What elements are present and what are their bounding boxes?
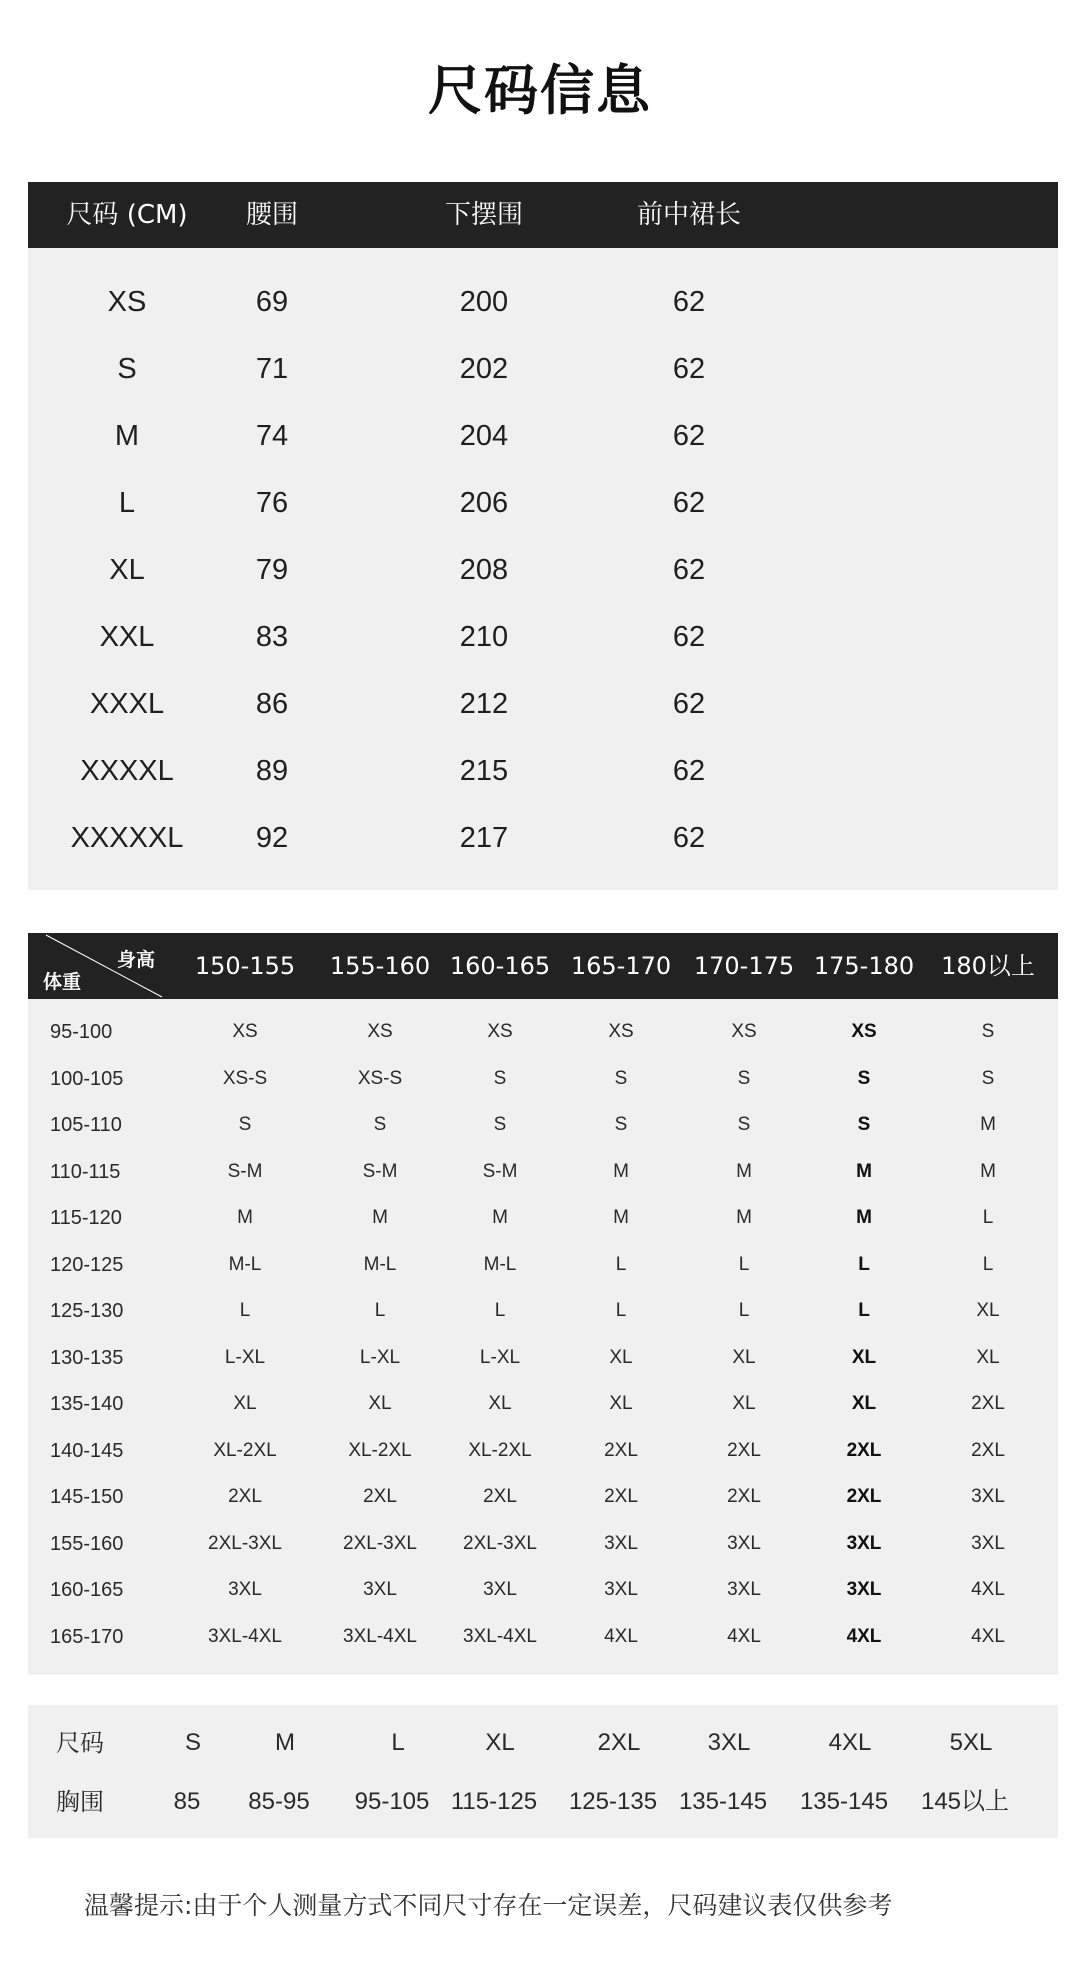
size-cell: 3XL bbox=[727, 1579, 761, 1600]
size-cell: 3XL bbox=[971, 1532, 1005, 1554]
table-row bbox=[28, 1567, 1058, 1614]
table-cell: 206 bbox=[459, 487, 509, 519]
table-row bbox=[28, 1242, 1058, 1289]
table-cell: XXXXL bbox=[80, 755, 174, 787]
size-cell: XS bbox=[851, 1021, 877, 1042]
table-cell: XS bbox=[107, 286, 147, 318]
height-range-header: 170-175 bbox=[693, 952, 795, 980]
size-cell: 4XL bbox=[846, 1625, 882, 1647]
size-cell: XS bbox=[608, 1021, 634, 1042]
weight-range-cell: 160-165 bbox=[50, 1579, 124, 1601]
weight-range-cell: 125-130 bbox=[50, 1300, 124, 1322]
size-cell: M bbox=[856, 1207, 872, 1228]
weight-range-cell: 100-105 bbox=[50, 1067, 124, 1090]
table-cell: M bbox=[114, 420, 140, 452]
table-cell: 62 bbox=[672, 487, 706, 519]
table-cell: 83 bbox=[255, 621, 289, 653]
size-cell: M bbox=[736, 1160, 752, 1182]
size-cell: 4XL bbox=[828, 1729, 872, 1756]
column-header: 腰围 bbox=[245, 200, 299, 230]
size-cell: 3XL bbox=[604, 1579, 638, 1600]
size-cell: S bbox=[981, 1021, 995, 1042]
table-row bbox=[28, 470, 1058, 537]
page-title: 尺码信息 bbox=[428, 59, 652, 122]
size-cell: XS-S bbox=[222, 1067, 268, 1089]
size-cell: 5XL bbox=[949, 1729, 993, 1756]
size-cell: 3XL bbox=[604, 1532, 638, 1554]
size-cell: XL bbox=[976, 1300, 1000, 1321]
size-cell: L bbox=[858, 1253, 870, 1275]
table-cell: 62 bbox=[672, 353, 706, 385]
size-cell: M bbox=[613, 1207, 629, 1228]
table-cell: 202 bbox=[459, 353, 509, 385]
size-cell: M bbox=[980, 1114, 996, 1135]
size-cell: S bbox=[737, 1067, 751, 1089]
size-cell: M bbox=[492, 1207, 508, 1228]
table-cell: 62 bbox=[672, 688, 706, 720]
size-row-label: 尺码 bbox=[56, 1729, 104, 1757]
size-cell: 3XL-4XL bbox=[343, 1625, 417, 1647]
size-cell: 2XL bbox=[604, 1439, 638, 1461]
chest-cell: 85-95 bbox=[248, 1788, 310, 1815]
size-cell: 4XL bbox=[971, 1625, 1005, 1647]
weight-range-cell: 115-120 bbox=[50, 1207, 122, 1229]
weight-range-cell: 145-150 bbox=[50, 1486, 124, 1508]
size-cell: 3XL bbox=[228, 1579, 262, 1600]
table-cell: 212 bbox=[459, 688, 509, 720]
size-cell: M bbox=[237, 1207, 253, 1228]
table-cell: L bbox=[118, 487, 136, 519]
table-cell: 217 bbox=[459, 822, 509, 854]
size-cell: 2XL bbox=[971, 1439, 1005, 1461]
size-cell: M-L bbox=[483, 1253, 517, 1275]
table-row bbox=[28, 537, 1058, 604]
size-cell: 3XL bbox=[483, 1579, 517, 1600]
size-cell: S bbox=[238, 1114, 252, 1135]
table-cell: XXXL bbox=[89, 688, 165, 720]
table-cell: 200 bbox=[459, 286, 509, 318]
size-cell: 2XL bbox=[604, 1486, 638, 1507]
column-header: 尺码 (CM) bbox=[66, 200, 188, 230]
size-cell: XL bbox=[485, 1729, 515, 1756]
size-cell: 3XL bbox=[846, 1532, 882, 1554]
weight-range-cell: 135-140 bbox=[50, 1393, 124, 1415]
size-cell: S-M bbox=[362, 1160, 398, 1182]
table-row bbox=[28, 1195, 1058, 1242]
size-cell: L bbox=[738, 1300, 750, 1321]
column-header: 前中裙长 bbox=[636, 200, 742, 230]
size-cell: 3XL-4XL bbox=[208, 1625, 282, 1647]
size-cell: L bbox=[738, 1253, 750, 1275]
size-cell: L bbox=[494, 1300, 506, 1321]
table-cell: XXL bbox=[99, 621, 155, 653]
size-cell: M bbox=[275, 1729, 295, 1756]
table-cell: S bbox=[117, 353, 137, 385]
weight-range-cell: 155-160 bbox=[50, 1532, 124, 1555]
table-cell: 86 bbox=[255, 688, 289, 720]
table-row bbox=[28, 1335, 1058, 1382]
weight-range-cell: 105-110 bbox=[50, 1114, 122, 1136]
size-cell: XS bbox=[731, 1021, 757, 1042]
table-cell: 79 bbox=[255, 554, 289, 586]
size-cell: XL bbox=[233, 1393, 257, 1414]
table-row bbox=[28, 1056, 1058, 1103]
size-cell: S bbox=[493, 1067, 507, 1089]
size-table-header bbox=[28, 182, 1058, 248]
size-cell: XL-2XL bbox=[348, 1439, 412, 1461]
weight-range-cell: 120-125 bbox=[50, 1253, 124, 1276]
size-cell: XL bbox=[609, 1393, 633, 1414]
weight-range-cell: 140-145 bbox=[50, 1439, 124, 1462]
table-cell: 62 bbox=[672, 621, 706, 653]
size-cell: 3XL bbox=[971, 1486, 1005, 1507]
size-cell: S bbox=[493, 1114, 507, 1135]
height-range-header: 155-160 bbox=[329, 952, 431, 980]
chest-cell: 125-135 bbox=[568, 1788, 658, 1815]
size-cell: S bbox=[184, 1729, 202, 1756]
table-cell: XL bbox=[109, 554, 145, 586]
size-cell: XL-2XL bbox=[213, 1439, 277, 1461]
chest-cell: 135-145 bbox=[678, 1788, 768, 1815]
table-cell: 204 bbox=[459, 420, 509, 452]
table-row bbox=[28, 1614, 1058, 1661]
size-cell: 3XL-4XL bbox=[463, 1625, 537, 1647]
table-cell: 89 bbox=[255, 755, 289, 787]
size-cell: S bbox=[373, 1114, 387, 1135]
weight-range-cell: 130-135 bbox=[50, 1346, 124, 1369]
recommendation-table-header bbox=[28, 933, 1058, 999]
table-cell: 62 bbox=[672, 286, 706, 318]
table-cell: 62 bbox=[672, 822, 706, 854]
table-row bbox=[28, 1102, 1058, 1149]
size-cell: XS bbox=[232, 1021, 258, 1042]
size-cell: 2XL-3XL bbox=[343, 1532, 417, 1554]
column-header: 下摆围 bbox=[444, 200, 524, 230]
table-row bbox=[28, 604, 1058, 671]
table-row bbox=[28, 1288, 1058, 1335]
size-cell: S bbox=[614, 1114, 628, 1135]
size-table bbox=[28, 182, 1058, 890]
table-cell: 215 bbox=[459, 755, 509, 787]
size-cell: 2XL-3XL bbox=[463, 1532, 537, 1554]
size-cell: 2XL bbox=[727, 1439, 761, 1461]
size-cell: XL bbox=[976, 1346, 1000, 1368]
size-cell: 2XL bbox=[971, 1393, 1005, 1414]
weight-range-cell: 110-115 bbox=[50, 1160, 121, 1183]
size-cell: S-M bbox=[482, 1160, 518, 1182]
table-cell: 62 bbox=[672, 554, 706, 586]
table-cell: 69 bbox=[255, 286, 289, 318]
size-cell: XL bbox=[609, 1346, 633, 1368]
size-cell: L-XL bbox=[359, 1346, 401, 1368]
table-row bbox=[28, 738, 1058, 805]
size-cell: 2XL bbox=[846, 1439, 882, 1461]
size-cell: S bbox=[614, 1067, 628, 1089]
size-cell: 2XL bbox=[597, 1729, 641, 1756]
chest-cell: 85 bbox=[173, 1788, 201, 1815]
recommendation-table bbox=[28, 933, 1058, 1675]
size-cell: XS bbox=[367, 1021, 393, 1042]
size-cell: L bbox=[391, 1729, 405, 1756]
size-cell: 3XL bbox=[727, 1532, 761, 1554]
table-cell: 76 bbox=[255, 487, 289, 519]
height-axis-label: 身高 bbox=[117, 949, 156, 971]
chest-row-label: 胸围 bbox=[56, 1788, 104, 1816]
table-row bbox=[28, 403, 1058, 470]
table-row bbox=[28, 1381, 1058, 1428]
height-range-header: 160-165 bbox=[449, 952, 551, 980]
size-cell: 3XL bbox=[707, 1729, 751, 1756]
size-cell: M bbox=[613, 1160, 629, 1182]
chest-cell: 115-125 bbox=[450, 1788, 538, 1815]
height-range-header: 175-180 bbox=[813, 952, 915, 980]
table-cell: 208 bbox=[459, 554, 509, 586]
size-cell: M bbox=[980, 1160, 996, 1182]
table-cell: 71 bbox=[255, 353, 289, 385]
size-cell: S-M bbox=[227, 1160, 263, 1182]
size-cell: M-L bbox=[363, 1253, 397, 1275]
size-cell: 2XL bbox=[483, 1486, 517, 1507]
table-row bbox=[28, 336, 1058, 403]
size-cell: L bbox=[615, 1300, 627, 1321]
size-cell: XL-2XL bbox=[468, 1439, 532, 1461]
chest-table bbox=[28, 1705, 1058, 1838]
size-cell: XL bbox=[851, 1393, 877, 1414]
size-cell: XS-S bbox=[357, 1067, 403, 1089]
size-cell: 2XL bbox=[727, 1486, 761, 1507]
size-cell: L bbox=[374, 1300, 386, 1321]
table-row bbox=[28, 1149, 1058, 1196]
chest-cell: 145以上 bbox=[920, 1788, 1010, 1815]
table-row bbox=[28, 269, 1058, 336]
table-cell: 62 bbox=[672, 420, 706, 452]
size-cell: 2XL-3XL bbox=[208, 1532, 282, 1554]
height-range-header: 150-155 bbox=[194, 952, 296, 980]
size-cell: XL bbox=[732, 1346, 756, 1368]
chest-table-size-row bbox=[28, 1713, 1058, 1773]
size-cell: S bbox=[981, 1067, 995, 1089]
height-range-header: 165-170 bbox=[570, 952, 672, 980]
size-cell: XL bbox=[488, 1393, 512, 1414]
size-cell: L-XL bbox=[224, 1346, 266, 1368]
table-row bbox=[28, 1428, 1058, 1475]
size-cell: 4XL bbox=[727, 1625, 761, 1647]
table-cell: 62 bbox=[672, 755, 706, 787]
size-cell: M bbox=[736, 1207, 752, 1228]
table-cell: 92 bbox=[255, 822, 289, 854]
chest-table-chest-row bbox=[28, 1772, 1058, 1832]
size-cell: 4XL bbox=[604, 1625, 638, 1647]
size-cell: XS bbox=[487, 1021, 513, 1042]
size-cell: L bbox=[982, 1253, 994, 1275]
weight-range-cell: 95-100 bbox=[50, 1021, 113, 1043]
size-cell: S bbox=[857, 1067, 871, 1089]
size-cell: XL bbox=[368, 1393, 392, 1414]
size-cell: 2XL bbox=[363, 1486, 397, 1507]
size-cell: 2XL bbox=[228, 1486, 262, 1507]
tip-note: 温馨提示:由于个人测量方式不同尺寸存在一定误差，尺码建议表仅供参考 bbox=[84, 1891, 893, 1920]
size-cell: 2XL bbox=[846, 1486, 882, 1507]
table-row bbox=[28, 1521, 1058, 1568]
size-cell: M bbox=[372, 1207, 388, 1228]
size-cell: 4XL bbox=[971, 1579, 1005, 1600]
table-row bbox=[28, 805, 1058, 872]
size-cell: 3XL bbox=[363, 1579, 397, 1600]
table-cell: XXXXXL bbox=[70, 822, 184, 854]
height-range-header: 180以上 bbox=[941, 952, 1035, 980]
table-cell: 74 bbox=[255, 420, 289, 452]
size-cell: XL bbox=[732, 1393, 756, 1414]
size-cell: S bbox=[857, 1114, 871, 1135]
size-cell: L bbox=[982, 1207, 994, 1228]
size-cell: M bbox=[856, 1160, 872, 1182]
table-row bbox=[28, 671, 1058, 738]
size-cell: L bbox=[239, 1300, 251, 1321]
size-cell: S bbox=[737, 1114, 751, 1135]
size-cell: L bbox=[615, 1253, 627, 1275]
size-cell: M-L bbox=[228, 1253, 262, 1275]
table-cell: 210 bbox=[459, 621, 509, 653]
chest-cell: 135-145 bbox=[799, 1788, 889, 1815]
size-cell: L bbox=[858, 1300, 870, 1321]
size-cell: L-XL bbox=[479, 1346, 521, 1368]
size-cell: XL bbox=[851, 1346, 877, 1368]
table-row bbox=[28, 1009, 1058, 1056]
size-cell: 3XL bbox=[846, 1579, 882, 1600]
weight-axis-label: 体重 bbox=[43, 971, 82, 993]
weight-range-cell: 165-170 bbox=[50, 1625, 124, 1648]
chest-cell: 95-105 bbox=[354, 1788, 430, 1815]
table-row bbox=[28, 1474, 1058, 1521]
